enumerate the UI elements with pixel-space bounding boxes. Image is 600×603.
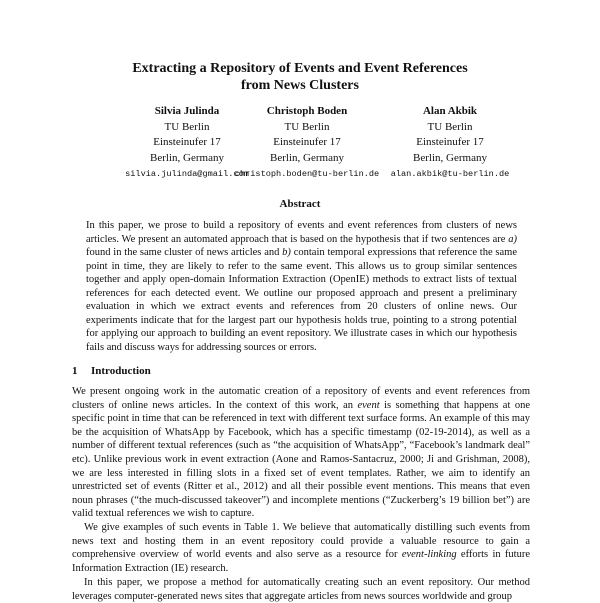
intro-paragraph-2: We give examples of such events in Table 1. We believe that automatically distilling such events from news text and hosting them in an event repository could provide a valuable resource to gain a comprehensive overview of world events and also serve as a resource for event-linking efforts in future Information Extraction (IE) research. bbox=[72, 522, 530, 574]
author-affiliation: TU Berlin bbox=[164, 120, 210, 133]
author-block bbox=[350, 104, 550, 182]
intro-paragraph-1: We present ongoing work in the automatic creation of a repository of events and event references from clusters of online news articles. In the context of this work, an event is something that happens at one specific point in time that can be referenced in text with different text surface forms. An example of this may be the acquisition of WhatsApp by Facebook, which has a specific timestamp (02-19-2014), as well as a number of different textual references (such as “the acquisition of WhatsApp”, “Facebook’s landmark deal” etc). Unlike previous work in event extraction (Aone and Ramos-Santacruz, 2000; Ji and Grishman, 2008), we are less interested in filling slots in a fixed set of event templates. Rather, we aim to identify an unrestricted set of events (Ritter et al., 2012) and all their possible event mentions. This means that even noun phrases (“the much-discussed takeover”) and incomplete mentions (“Zuckerberg’s 19 billion bet”) are valid textual references we wish to capture. bbox=[72, 386, 530, 520]
abstract-text: In this paper, we prose to build a repository of events and event references from clusters of news articles. We present an automated approach that is based on the hypothesis that if two sentences are a) found in the same cluster of news articles and b) contain temporal expressions that reference the same point in time, they are likely to refer to the same event. This allows us to group similar sentences together and apply open-domain Information Extraction (OpenIE) methods to extract lists of textual references for each detected event. We outline our proposed approach and present a preliminary evaluation in which we extract events and references from 20 clusters of online news. Our experiments indicate that for the largest part our hypothesis holds true, pointing to a strong potential for applying our approach to building an event repository. We illustrate cases in which our hypothesis fails and discuss ways for addressing sources or errors. bbox=[86, 220, 518, 353]
paper-title bbox=[0, 60, 600, 94]
section-title: Introduction bbox=[91, 365, 151, 377]
author-street: Einsteinufer 17 bbox=[416, 136, 484, 148]
author-email: christoph.boden@tu-berlin.de bbox=[234, 169, 380, 179]
author-street: Einsteinufer 17 bbox=[273, 136, 341, 148]
author-city: Berlin, Germany bbox=[270, 151, 344, 164]
title-line-1: Extracting a Repository of Events and Event References bbox=[132, 61, 468, 76]
intro-paragraph-3: In this paper, we propose a method for automatically creating such an event repository. Our method leverages computer-generated news sites that aggregate articles from news sources worldwide and group bbox=[72, 577, 530, 602]
author-city: Berlin, Germany bbox=[150, 151, 224, 164]
title-line-2: from News Clusters bbox=[241, 78, 359, 93]
author-name: Silvia Julinda bbox=[154, 105, 220, 117]
author-email: silvia.julinda@gmail.com bbox=[125, 169, 249, 179]
abstract-heading: Abstract bbox=[279, 198, 321, 210]
author-name: Christoph Boden bbox=[266, 105, 348, 117]
author-street: Einsteinufer 17 bbox=[153, 136, 221, 148]
section-heading bbox=[72, 365, 151, 377]
author-name: Alan Akbik bbox=[422, 105, 478, 117]
author-email: alan.akbik@tu-berlin.de bbox=[390, 169, 510, 179]
author-affiliation: TU Berlin bbox=[284, 120, 330, 133]
author-city: Berlin, Germany bbox=[413, 151, 487, 164]
author-affiliation: TU Berlin bbox=[427, 120, 473, 133]
section-number: 1 bbox=[72, 365, 78, 377]
